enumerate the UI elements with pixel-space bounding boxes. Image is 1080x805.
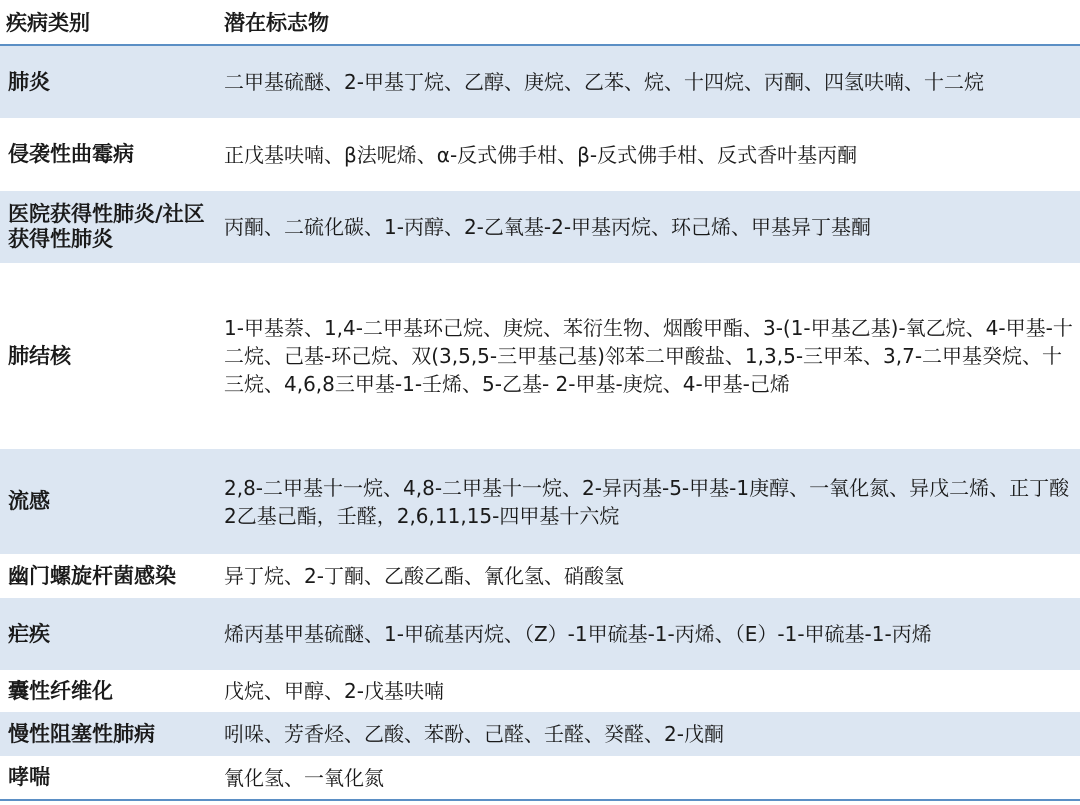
markers-cell: 氰化氢、一氧化氮	[220, 756, 1080, 800]
table-row	[0, 756, 1080, 800]
markers-cell: 戊烷、甲醇、2-戊基呋喃	[220, 670, 1080, 712]
table-row	[0, 712, 1080, 756]
table-row	[0, 263, 1080, 449]
table-row	[0, 554, 1080, 598]
markers-cell: 1-甲基萘、1,4-二甲基环己烷、庚烷、苯衍生物、烟酸甲酯、3-(1-甲基乙基)-氧乙烷、4-甲基-十二烷、己基-环己烷、双(3,5,5-三甲基己基)邻苯二甲酸盐、1,3,5-三甲苯、3,7-二甲基癸烷、十三烷、4,6,8三甲基-1-壬烯、5-乙基- 2-甲基-庚烷、4-甲基-己烯	[220, 263, 1080, 449]
table-row	[0, 670, 1080, 712]
table-header-row	[0, 0, 1080, 45]
disease-cell: 慢性阻塞性肺病	[0, 712, 220, 756]
disease-cell: 囊性纤维化	[0, 670, 220, 712]
table-row	[0, 191, 1080, 263]
disease-cell: 疟疾	[0, 598, 220, 670]
disease-cell: 肺炎	[0, 45, 220, 118]
header-potential-markers: 潜在标志物	[220, 0, 1080, 45]
disease-cell: 哮喘	[0, 756, 220, 800]
header-disease-category: 疾病类别	[0, 0, 220, 45]
disease-cell: 侵袭性曲霉病	[0, 118, 220, 191]
markers-cell: 吲哚、芳香烃、乙酸、苯酚、己醛、壬醛、癸醛、2-戊酮	[220, 712, 1080, 756]
markers-cell: 正戊基呋喃、β法呢烯、α-反式佛手柑、β-反式佛手柑、反式香叶基丙酮	[220, 118, 1080, 191]
markers-cell: 丙酮、二硫化碳、1-丙醇、2-乙氧基-2-甲基丙烷、环己烯、甲基异丁基酮	[220, 191, 1080, 263]
markers-cell: 二甲基硫醚、2-甲基丁烷、乙醇、庚烷、乙苯、烷、十四烷、丙酮、四氢呋喃、十二烷	[220, 45, 1080, 118]
table-row	[0, 118, 1080, 191]
table-row	[0, 449, 1080, 554]
disease-cell: 幽门螺旋杆菌感染	[0, 554, 220, 598]
disease-cell: 医院获得性肺炎/社区获得性肺炎	[0, 191, 220, 263]
markers-cell: 烯丙基甲基硫醚、1-甲硫基丙烷、（Z）-1甲硫基-1-丙烯、（E）-1-甲硫基-1-丙烯	[220, 598, 1080, 670]
disease-cell: 肺结核	[0, 263, 220, 449]
markers-cell: 2,8-二甲基十一烷、4,8-二甲基十一烷、2-异丙基-5-甲基-1庚醇、一氧化氮、异戊二烯、正丁酸2乙基己酯，壬醛，2,6,11,15-四甲基十六烷	[220, 449, 1080, 554]
disease-cell: 流感	[0, 449, 220, 554]
table-row	[0, 598, 1080, 670]
markers-cell: 异丁烷、2-丁酮、乙酸乙酯、氰化氢、硝酸氢	[220, 554, 1080, 598]
table-row	[0, 45, 1080, 118]
